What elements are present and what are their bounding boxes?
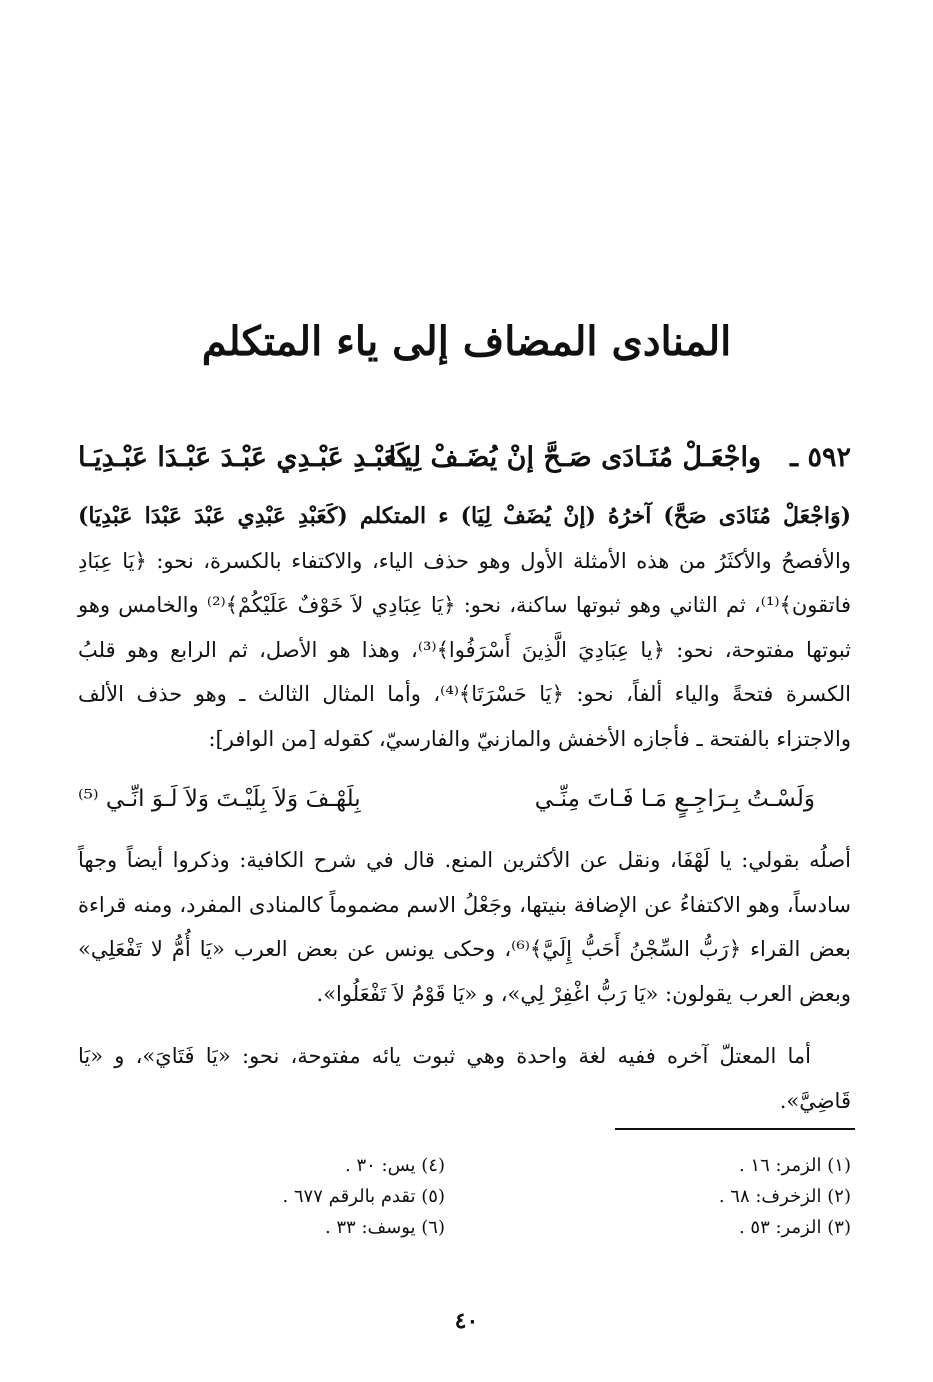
page-title: المنادى المضاف إلى ياء المتكلم [201, 318, 732, 365]
poem-hemistich-second: بِلَهْـفَ وَلاَ بِلَيْـتَ وَلاَ لَـوَ انِّـي ⁽⁵⁾ [78, 786, 361, 812]
footnotes-left-column [145, 1150, 445, 1243]
footnote-item: (٢) الزخرف: ٦٨ . [718, 1186, 851, 1207]
commentary-text: والأفصحُ والأكثَرُ من هذه الأمثلة الأول وهو حذف الياء، والاكتفاء بالكسرة، نحو: ﴿يَا عِبَادِ فاتقون﴾⁽¹⁾، ثم الثاني وهو ثبوتها ساكنة، نحو: ﴿يَا عِبَادِي لاَ خَوْفٌ عَلَيْكُمْ﴾⁽²⁾ والخامس وهو ثبوتها مفتوحة، نحو: ﴿يا عِبَادِيَ الَّذِينَ أَسْرَفُوا﴾⁽³⁾، وهذا هو الأصل، ثم الرابع وهو قلبُ الكسرة فتحةً والياء ألفاً، نحو: ﴿يَا حَسْرَتَا﴾⁽⁴⁾، وأما المثال الثالث ـ وهو حذف الألف والاجتزاء بالفتحة ـ فأجازه الأخفش والمازنيّ والفارسيّ، كقوله [من الوافر]: [78, 548, 852, 751]
footnote-item: (٥) تقدم بالرقم ٦٧٧ . [282, 1186, 445, 1207]
footnote-divider [615, 1128, 855, 1130]
verse-hemistich-first: واجْعَـلْ مُنَـادَى صَـحَّ إنْ يُضَـفْ لِيـا [388, 442, 761, 473]
verse-number: ٥٩٢ ـ [790, 442, 851, 473]
poem-line [78, 782, 815, 834]
verse-line [78, 440, 851, 486]
commentary-paragraph-1 [78, 494, 851, 761]
footnotes-right-column [551, 1150, 851, 1243]
commentary-lead: (وَاجْعَلْ مُنَادَى صَحَّ) آخرُهُ (إنْ يُضَفْ لِيَا) ء المتكلم (كَعَبْدِ عَبْدِي عَبْدَ عَبْدَا عَبْدِيَا) [78, 503, 851, 529]
footnote-item: (٦) يوسف: ٣٣ . [324, 1217, 445, 1238]
verse-hemistich-second: كَعَبْـدِ عَبْـدِي عَبْـدَ عَبْـدَا عَبْـدِيَـا [78, 442, 410, 473]
page-number: ٤٠ [454, 1308, 479, 1334]
poem-hemistich-first: وَلَسْـتُ بِـرَاجِـعٍ مَـا فَـاتَ مِنِّـي [534, 786, 815, 812]
commentary-paragraph-2: أصلُه بقولي: يا لَهْفَا، ونقل عن الأكثرين المنع. قال في شرح الكافية: وذكروا أيضاً وجهاً سادساً، وهو الاكتفاءُ عن الإضافة بنيتها، وجَعْلُ الاسم مضموماً كالمنادى المفرد، ومنه قراءة بعض القراء ﴿رَبُّ السِّجْنُ أَحَبُّ إِلَيَّ﴾⁽⁶⁾، وحكى يونس عن بعض العرب «يَا أُمُّ لا تَفْعَلِي» وبعض العرب يقولون: «يَا رَبُّ اغْفِرْ لِي»، و «يَا قَوْمُ لاَ تَفْعَلُوا». [78, 848, 851, 1006]
footnote-item: (٤) يس: ٣٠ . [345, 1155, 445, 1176]
footnote-item: (٣) الزمر: ٥٣ . [738, 1217, 851, 1238]
footnote-item: (١) الزمر: ١٦ . [738, 1155, 851, 1176]
commentary-paragraph-3: أما المعتلّ آخره ففيه لغة واحدة وهي ثبوت يائه مفتوحة، نحو: «يَا فَتَايَ»، و «يَا قَاضِيَّ». [78, 1044, 851, 1113]
